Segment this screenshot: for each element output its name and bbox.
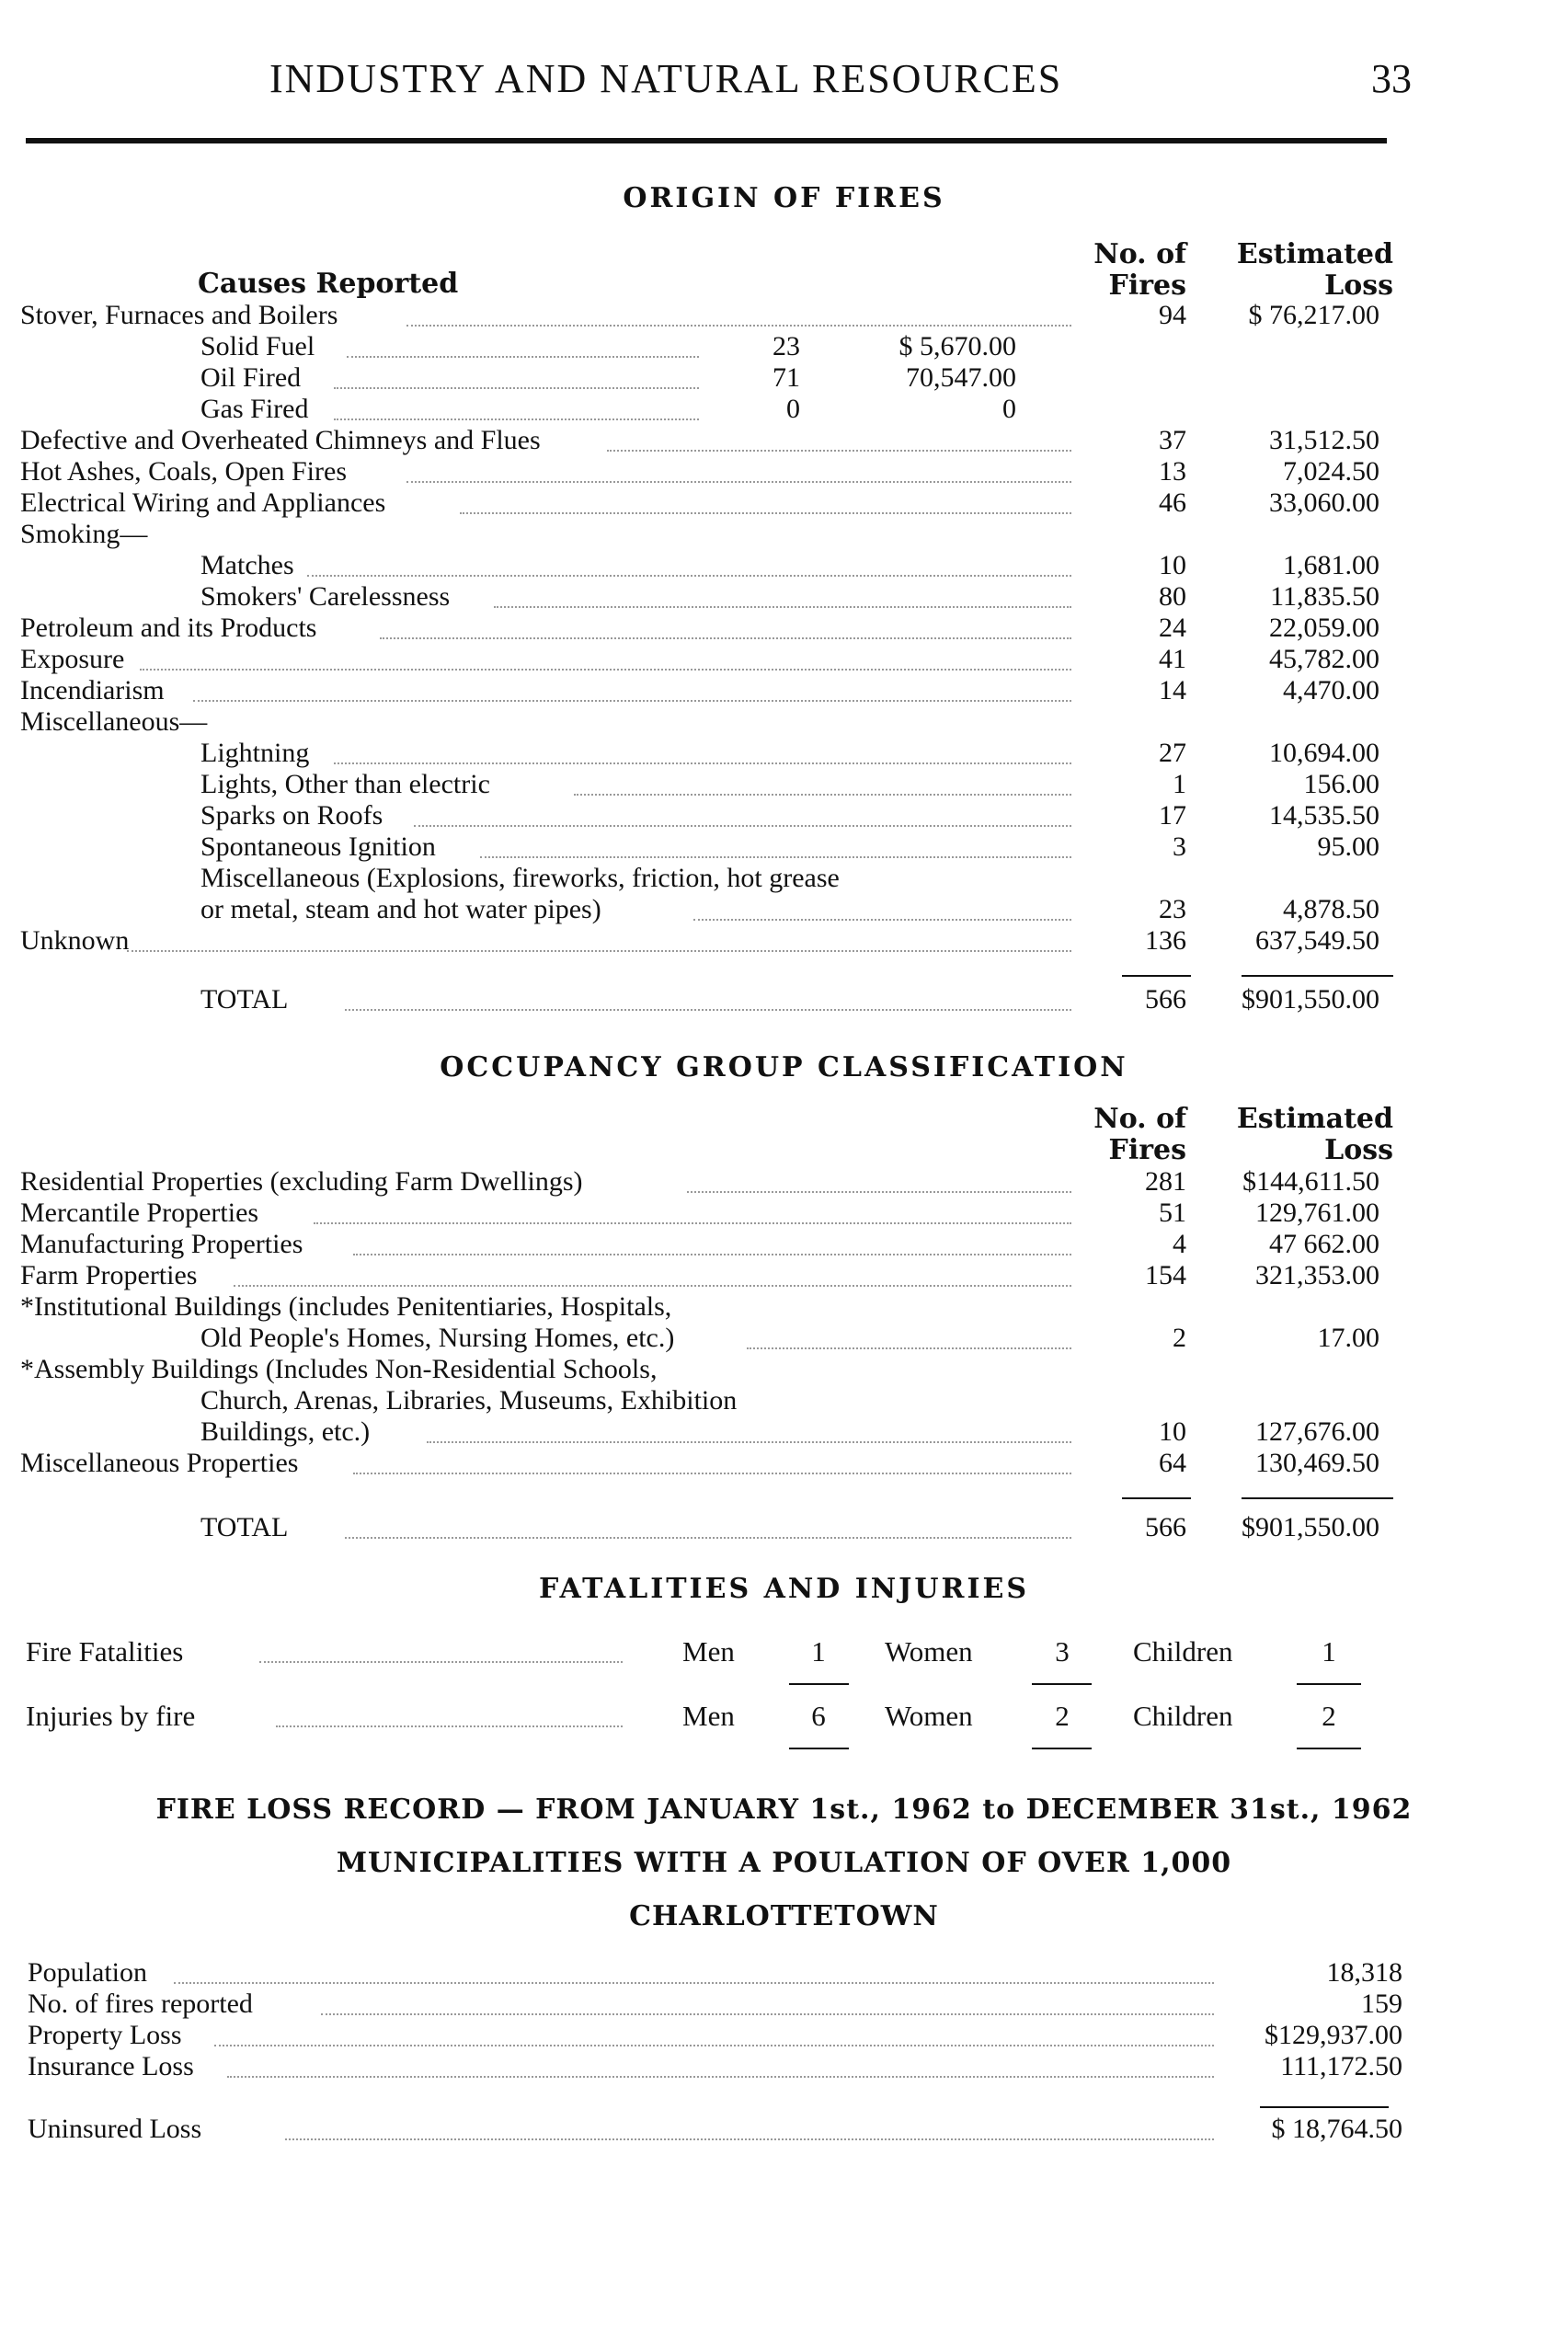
leader-dots	[427, 1441, 1071, 1443]
leader-dots	[414, 825, 1072, 827]
origin-fires-count: 41	[1159, 644, 1186, 674]
record-label: Population	[28, 1957, 148, 1988]
occupancy-row	[0, 1229, 1568, 1260]
occupancy-title: OCCUPANCY GROUP CLASSIFICATION	[440, 1051, 1128, 1083]
origin-row	[0, 675, 1568, 706]
occupancy-estimated-loss: $144,611.50	[1242, 1166, 1379, 1197]
occupancy-total-loss: $901,550.00	[1242, 1512, 1379, 1542]
origin-cause-label: Exposure	[20, 644, 125, 674]
record-row	[0, 1989, 1568, 2020]
origin-cause-label: Smoking—	[20, 519, 148, 549]
injuries-women-value: 2	[1055, 1700, 1070, 1732]
leader-dots	[353, 1473, 1071, 1474]
occupancy-row	[0, 1166, 1568, 1198]
origin-row	[0, 613, 1568, 644]
origin-cause-label: Smokers' Carelessness	[200, 581, 451, 612]
origin-cause-label: Electrical Wiring and Appliances	[20, 487, 386, 518]
leader-dots	[406, 481, 1071, 483]
origin-sub-loss: 70,547.00	[906, 362, 1016, 393]
origin-fires-count: 27	[1159, 738, 1186, 768]
origin-row	[0, 894, 1568, 925]
origin-estimated-loss: 11,835.50	[1270, 581, 1379, 612]
occupancy-row	[0, 1448, 1568, 1479]
origin-fires-count: 80	[1159, 581, 1186, 612]
leader-dots	[693, 919, 1071, 921]
occupancy-total-fires: 566	[1145, 1512, 1186, 1542]
origin-row	[0, 362, 1568, 394]
occupancy-label: Old People's Homes, Nursing Homes, etc.)	[200, 1323, 675, 1353]
fatalities-women-value: 3	[1055, 1635, 1070, 1668]
origin-fires-count: 46	[1159, 487, 1186, 518]
leader-dots	[259, 1661, 623, 1663]
origin-total-row	[0, 984, 1568, 1015]
leader-dots	[214, 2045, 1215, 2046]
occupancy-total-rule-loss	[1242, 1497, 1393, 1499]
origin-estimated-loss: 7,024.50	[1283, 456, 1379, 487]
origin-estimated-loss: 31,512.50	[1269, 425, 1379, 455]
leader-dots	[480, 856, 1071, 858]
occupancy-fires-count: 64	[1159, 1448, 1186, 1478]
occupancy-estimated-loss: 130,469.50	[1255, 1448, 1379, 1478]
fatalities-children-value: 1	[1322, 1635, 1336, 1668]
origin-estimated-loss: 14,535.50	[1269, 800, 1379, 831]
rule	[789, 1748, 849, 1749]
record-total-rule	[1260, 2106, 1389, 2108]
record-subtitle: MUNICIPALITIES WITH A POULATION OF OVER 1,000	[336, 1847, 1232, 1879]
fatalities-women-label: Women	[885, 1635, 973, 1668]
origin-fires-count: 94	[1159, 300, 1186, 330]
record-label: Property Loss	[28, 2020, 182, 2050]
origin-fires-count: 13	[1159, 456, 1186, 487]
occupancy-fires-header-2: Fires	[1108, 1134, 1186, 1166]
occupancy-fires-count: 10	[1159, 1416, 1186, 1447]
occupancy-estimated-loss: 129,761.00	[1255, 1198, 1379, 1228]
origin-fires-count: 3	[1173, 831, 1186, 862]
occupancy-fires-header-1: No. of	[1093, 1103, 1186, 1135]
origin-fires-count: 23	[1159, 894, 1186, 924]
origin-loss-header-1: Estimated	[1236, 238, 1393, 270]
origin-row	[0, 550, 1568, 581]
origin-total-label: TOTAL	[200, 984, 289, 1015]
origin-estimated-loss: 4,878.50	[1283, 894, 1379, 924]
origin-fires-header-1: No. of	[1093, 238, 1186, 270]
injuries-men-label: Men	[682, 1700, 735, 1732]
origin-row	[0, 738, 1568, 769]
origin-row	[0, 769, 1568, 800]
occupancy-loss-header-2: Loss	[1324, 1134, 1393, 1166]
origin-row	[0, 581, 1568, 613]
occupancy-row	[0, 1323, 1568, 1354]
origin-sub-loss: 0	[1002, 394, 1016, 424]
origin-row	[0, 487, 1568, 519]
record-row	[0, 1957, 1568, 1989]
origin-cause-label: Miscellaneous (Explosions, fireworks, friction, hot grease	[200, 863, 840, 893]
occupancy-estimated-loss: 127,676.00	[1255, 1416, 1379, 1447]
record-row	[0, 2051, 1568, 2082]
origin-cause-label: Incendiarism	[20, 675, 165, 705]
origin-cause-label: Petroleum and its Products	[20, 613, 317, 643]
origin-row	[0, 456, 1568, 487]
fatalities-men-label: Men	[682, 1635, 735, 1668]
uninsured-label: Uninsured Loss	[28, 2114, 202, 2144]
origin-fires-count: 37	[1159, 425, 1186, 455]
record-value: $129,937.00	[1265, 2020, 1402, 2050]
origin-estimated-loss: $ 76,217.00	[1248, 300, 1379, 330]
origin-fires-count: 24	[1159, 613, 1186, 643]
record-city: CHARLOTTETOWN	[629, 1900, 939, 1932]
record-value: 159	[1361, 1989, 1402, 2019]
origin-cause-label: Unknown	[20, 925, 130, 956]
uninsured-row	[0, 2114, 1568, 2145]
occupancy-label: Residential Properties (excluding Farm Dwellings)	[20, 1166, 583, 1197]
injuries-children-label: Children	[1133, 1700, 1233, 1732]
origin-sub-count: 23	[773, 331, 800, 361]
fatalities-men-value: 1	[811, 1635, 826, 1668]
leader-dots	[307, 575, 1072, 577]
leader-dots	[140, 669, 1071, 671]
injuries-children-value: 2	[1322, 1700, 1336, 1732]
uninsured-value: $ 18,764.50	[1271, 2114, 1402, 2144]
origin-row	[0, 863, 1568, 894]
origin-row	[0, 800, 1568, 831]
record-row	[0, 2020, 1568, 2051]
origin-cause-label: Solid Fuel	[200, 331, 315, 361]
injuries-men-value: 6	[811, 1700, 826, 1732]
origin-row	[0, 925, 1568, 957]
origin-causes-header: Causes Reported	[198, 268, 459, 300]
leader-dots	[406, 325, 1071, 327]
leader-dots	[314, 1222, 1072, 1224]
record-value: 18,318	[1326, 1957, 1402, 1988]
occupancy-fires-count: 2	[1173, 1323, 1186, 1353]
rule	[1297, 1683, 1361, 1685]
rule	[1032, 1748, 1092, 1749]
origin-row	[0, 300, 1568, 331]
leader-dots	[607, 450, 1072, 452]
origin-estimated-loss: 95.00	[1317, 831, 1379, 862]
origin-total-fires: 566	[1145, 984, 1186, 1015]
occupancy-label: Farm Properties	[20, 1260, 198, 1290]
origin-row	[0, 519, 1568, 550]
occupancy-row	[0, 1354, 1568, 1385]
leader-dots	[345, 1537, 1071, 1539]
leader-dots	[494, 606, 1072, 608]
leader-dots	[574, 794, 1072, 796]
occupancy-label: Buildings, etc.)	[200, 1416, 371, 1447]
origin-title: ORIGIN OF FIRES	[623, 182, 945, 214]
record-title: FIRE LOSS RECORD — FROM JANUARY 1st., 1962 to DECEMBER 31st., 1962	[155, 1794, 1413, 1826]
record-value: 111,172.50	[1280, 2051, 1402, 2081]
leader-dots	[276, 1725, 623, 1727]
leader-dots	[127, 950, 1072, 952]
page-header	[26, 55, 1412, 110]
origin-row	[0, 394, 1568, 425]
origin-row	[0, 831, 1568, 863]
origin-row	[0, 331, 1568, 362]
occupancy-label: Manufacturing Properties	[20, 1229, 303, 1259]
occupancy-fires-count: 154	[1145, 1260, 1186, 1290]
origin-cause-label: Oil Fired	[200, 362, 302, 393]
origin-fires-count: 17	[1159, 800, 1186, 831]
fatalities-label: Fire Fatalities	[26, 1635, 184, 1668]
leader-dots	[460, 512, 1071, 514]
origin-cause-label: or metal, steam and hot water pipes)	[200, 894, 601, 924]
origin-estimated-loss: 45,782.00	[1269, 644, 1379, 674]
origin-fires-count: 10	[1159, 550, 1186, 580]
occupancy-estimated-loss: 47 662.00	[1269, 1229, 1379, 1259]
leader-dots	[747, 1347, 1071, 1349]
leader-dots	[193, 700, 1071, 702]
origin-estimated-loss: 1,681.00	[1283, 550, 1379, 580]
origin-estimated-loss: 156.00	[1303, 769, 1379, 799]
origin-fires-count: 14	[1159, 675, 1186, 705]
fatalities-title: FATALITIES AND INJURIES	[538, 1573, 1030, 1605]
origin-total-loss: $901,550.00	[1242, 984, 1379, 1015]
origin-fires-count: 1	[1173, 769, 1186, 799]
rule	[1032, 1683, 1092, 1685]
origin-cause-label: Hot Ashes, Coals, Open Fires	[20, 456, 347, 487]
origin-fires-header-2: Fires	[1108, 269, 1186, 302]
occupancy-estimated-loss: 321,353.00	[1255, 1260, 1379, 1290]
leader-dots	[334, 762, 1072, 764]
occupancy-label: Mercantile Properties	[20, 1198, 259, 1228]
origin-sub-count: 0	[786, 394, 800, 424]
origin-total-rule-fires	[1122, 975, 1191, 977]
occupancy-total-rule-fires	[1122, 1497, 1191, 1499]
occupancy-fires-count: 281	[1145, 1166, 1186, 1197]
leader-dots	[285, 2138, 1214, 2140]
occupancy-estimated-loss: 17.00	[1317, 1323, 1379, 1353]
page-number: 33	[1371, 56, 1412, 101]
header-rule	[26, 138, 1387, 143]
origin-cause-label: Defective and Overheated Chimneys and Flues	[20, 425, 541, 455]
origin-cause-label: Spontaneous Ignition	[200, 831, 436, 862]
origin-sub-loss: $ 5,670.00	[898, 331, 1016, 361]
leader-dots	[234, 1285, 1072, 1287]
leader-dots	[380, 637, 1071, 639]
origin-estimated-loss: 10,694.00	[1269, 738, 1379, 768]
origin-cause-label: Miscellaneous—	[20, 706, 208, 737]
leader-dots	[347, 356, 699, 358]
origin-cause-label: Lightning	[200, 738, 310, 768]
leader-dots	[353, 1254, 1071, 1255]
rule	[1297, 1748, 1361, 1749]
injuries-label: Injuries by fire	[26, 1700, 196, 1732]
origin-cause-label: Gas Fired	[200, 394, 309, 424]
record-label: Insurance Loss	[28, 2051, 194, 2081]
origin-cause-label: Sparks on Roofs	[200, 800, 383, 831]
origin-cause-label: Lights, Other than electric	[200, 769, 490, 799]
rule	[789, 1683, 849, 1685]
occupancy-loss-header-1: Estimated	[1236, 1103, 1393, 1135]
occupancy-row	[0, 1260, 1568, 1291]
leader-dots	[174, 1982, 1214, 1984]
origin-cause-label: Stover, Furnaces and Boilers	[20, 300, 338, 330]
occupancy-label: Miscellaneous Properties	[20, 1448, 299, 1478]
origin-row	[0, 644, 1568, 675]
injuries-women-label: Women	[885, 1700, 973, 1732]
occupancy-total-row	[0, 1512, 1568, 1543]
origin-fires-count: 136	[1145, 925, 1186, 956]
origin-sub-count: 71	[773, 362, 800, 393]
fatalities-children-label: Children	[1133, 1635, 1233, 1668]
leader-dots	[345, 1009, 1071, 1011]
origin-cause-label: Matches	[200, 550, 294, 580]
occupancy-fires-count: 51	[1159, 1198, 1186, 1228]
record-label: No. of fires reported	[28, 1989, 253, 2019]
origin-total-rule-loss	[1242, 975, 1393, 977]
origin-estimated-loss: 637,549.50	[1255, 925, 1379, 956]
leader-dots	[334, 418, 700, 420]
leader-dots	[227, 2076, 1214, 2078]
occupancy-total-label: TOTAL	[200, 1512, 289, 1542]
occupancy-fires-count: 4	[1173, 1229, 1186, 1259]
origin-loss-header-2: Loss	[1324, 269, 1393, 302]
occupancy-label: Church, Arenas, Libraries, Museums, Exhibition	[200, 1385, 738, 1416]
origin-row	[0, 706, 1568, 738]
origin-estimated-loss: 22,059.00	[1269, 613, 1379, 643]
origin-row	[0, 425, 1568, 456]
occupancy-label: *Assembly Buildings (Includes Non-Residential Schools,	[20, 1354, 658, 1384]
occupancy-row	[0, 1416, 1568, 1448]
leader-dots	[687, 1191, 1072, 1193]
running-head: INDUSTRY AND NATURAL RESOURCES	[269, 56, 1063, 101]
leader-dots	[334, 387, 700, 389]
leader-dots	[321, 2013, 1215, 2015]
occupancy-row	[0, 1385, 1568, 1416]
occupancy-label: *Institutional Buildings (includes Penitentiaries, Hospitals,	[20, 1291, 672, 1322]
occupancy-row	[0, 1291, 1568, 1323]
origin-estimated-loss: 33,060.00	[1269, 487, 1379, 518]
occupancy-row	[0, 1198, 1568, 1229]
origin-estimated-loss: 4,470.00	[1283, 675, 1379, 705]
